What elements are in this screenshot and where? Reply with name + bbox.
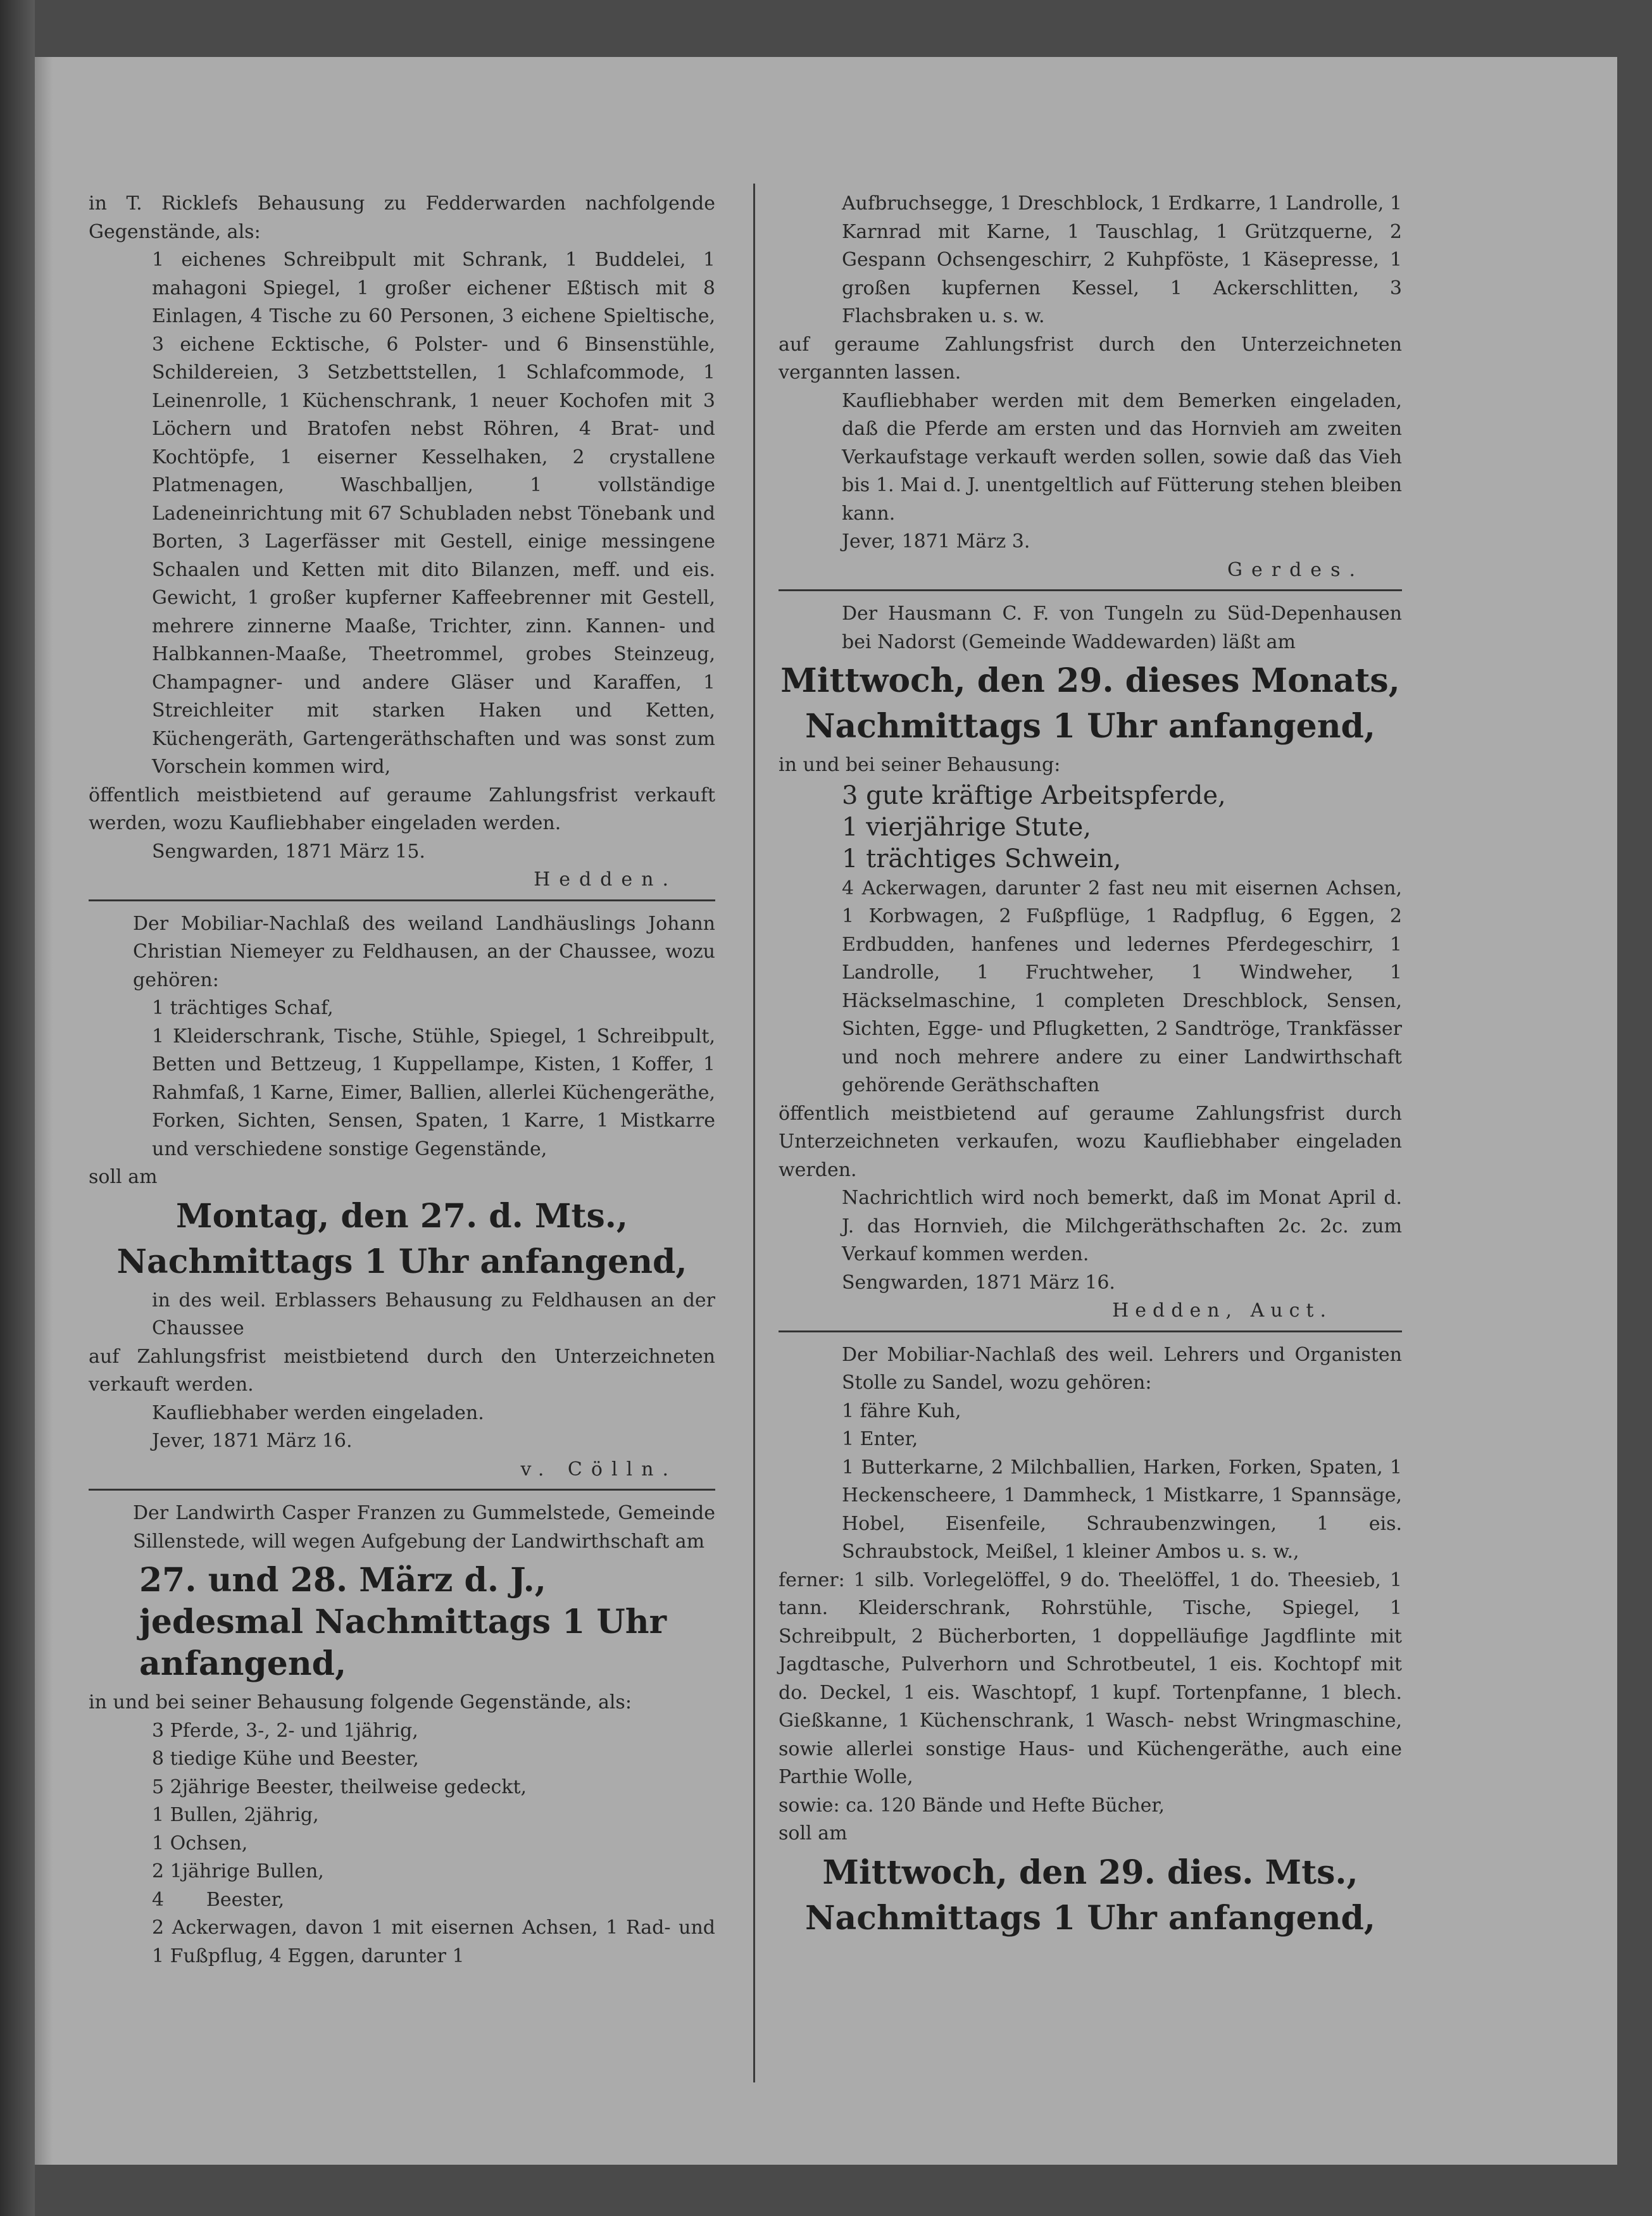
notice-headline-day: Mittwoch, den 29. dies. Mts., xyxy=(822,1853,1358,1892)
notice-intro: Der Mobiliar-Nachlaß des weil. Lehrers und Organisten Stolle zu Sandel, wozu gehören: xyxy=(842,1343,1402,1394)
notice-headline: 27. und 28. März d. J., jedesmal Nachmittags 1 Uhr anfangend, xyxy=(139,1561,666,1683)
notice-separator xyxy=(89,1489,715,1491)
notice-place: in und bei seiner Behausung: xyxy=(779,754,1061,776)
notice-animal: 1 vierjährige Stute, xyxy=(842,812,1091,842)
notice-separator xyxy=(779,589,1402,591)
notice-place: in und bei seiner Behausung folgende Gegenstände, als: xyxy=(89,1691,632,1713)
notice-items: Aufbruchsegge, 1 Dreschblock, 1 Erdkarre, 1 Landrolle, 1 Karnrad mit Karne, 1 Tauschlag, 1 Grützquerne, 2 Gespann Ochsengeschirr, 2 Kuhpföste, 1 Käsepresse, 1 großen kupfernen Kessel, 1 Ackerschlitten, 3 Flachsbraken u. s. w. xyxy=(842,192,1402,327)
column-divider xyxy=(753,184,755,2082)
notice-intro: Der Mobiliar-Nachlaß des weiland Landhäuslings Johann Christian Niemeyer zu Feldhausen, an der Chaussee, wozu gehören: xyxy=(133,912,715,991)
notice-niemeyer xyxy=(89,910,715,1484)
notice-list-item: 1 fähre Kuh, xyxy=(842,1399,961,1422)
notice-list-item: 2 1jährige Bullen, xyxy=(152,1860,324,1882)
notice-items: 1 eichenes Schreibpult mit Schrank, 1 Buddelei, 1 mahagoni Spiegel, 1 großer eichener Eßtisch mit 8 Einlagen, 4 Tische zu 60 Personen, 3 eichene Spieltische, 3 eichene Ecktische, 6 Polster- und 6 Binsenstühle, Schildereien, 3 Setzbettstellen, 1 Schlafcommode, 1 Leinenrolle, 1 Küchenschrank, 1 neuer Kochofen mit 3 Löchern und Bratofen nebst Röhren, 4 Brat- und Kochtöpfe, 1 eiserner Kesselhaken, 2 crystallene Platmenagen, Waschballjen, 1 vollständige Ladeneinrichtung mit 67 Schubladen nebst Tönebank und Borten, 3 Lagerfässer mit Gestell, einige messingene Schaalen und Ketten mit dito Bilanzen, meff. und eis. Gewicht, 1 großer kupferner Kaffeebrenner mit Gestell, mehrere zinnerne Maaße, Trichter, zinn. Kannen- und Halbkannen-Maaße, Theetrommel, grobes Steinzeug, Champagner- und andere Gläser und Karaffen, 1 Streichleiter mit starken Haken und Ketten, Küchengeräth, Gartengeräthschaften und was sonst zum Vorschein kommen wird, xyxy=(152,249,715,778)
notice-soll-am: soll am xyxy=(779,1822,848,1844)
notice-intro: in T. Ricklefs Behausung zu Fedderwarden nachfolgende Gegenstände, als: xyxy=(89,192,715,243)
notice-tail: 2 Ackerwagen, davon 1 mit eisernen Achsen, 1 Rad- und 1 Fußpflug, 4 Eggen, darunter 1 xyxy=(152,1917,715,1967)
notice-headline-time: Nachmittags 1 Uhr anfangend, xyxy=(805,707,1375,746)
notice-franzen xyxy=(89,1499,715,1970)
left-column xyxy=(89,190,715,1970)
notice-soll-am: soll am xyxy=(89,1166,158,1188)
notice-closing: öffentlich meistbietend auf geraume Zahlungsfrist durch Unterzeichneten verkaufen, wozu Kaufliebhaber eingeladen werden. xyxy=(779,1102,1402,1181)
notice-list-item: 8 tiedige Kühe und Beester, xyxy=(152,1748,419,1770)
notice-invite: Kaufliebhaber werden eingeladen. xyxy=(152,1401,484,1424)
notice-headline-day: Mittwoch, den 29. dieses Monats, xyxy=(780,661,1400,700)
notice-intro: Der Landwirth Casper Franzen zu Gummelstede, Gemeinde Sillenstede, will wegen Aufgebung der Landwirthschaft am xyxy=(133,1502,715,1553)
notice-date: Sengwarden, 1871 März 15. xyxy=(152,840,425,863)
notice-items: 1 Butterkarne, 2 Milchballien, Harken, Forken, Spaten, 1 Heckenscheere, 1 Dammheck, 1 Mistkarre, 1 Spannsäge, Hobel, Eisenfeile, Schraubenzwingen, 1 eis. Schraubstock, Meißel, 1 kleiner Ambos u. s. w., xyxy=(842,1456,1402,1563)
notice-list-item: 3 Pferde, 3-, 2- und 1jährig, xyxy=(152,1719,418,1742)
notice-signature: Hedden, Auct. xyxy=(1112,1299,1332,1322)
notice-closing: auf Zahlungsfrist meistbietend durch den Unterzeichneten verkauft werden. xyxy=(89,1345,715,1396)
notice-ferner: ferner: 1 silb. Vorlegelöffel, 9 do. Theelöffel, 1 do. Theesieb, 1 tann. Kleiderschrank, Rohrstühle, Tische, Spiegel, 1 Schreibpult, 2 Bücherborten, 1 doppelläufige Jagdflinte mit Jagdtasche, Pulverhorn und Schrotbeutel, 1 eis. Kochtopf mit do. Deckel, 1 eis. Waschtopf, 1 kupf. Tortenpfanne, 1 blech. Gießkanne, 1 Küchenschrank, 1 Wasch- nebst Wringmaschine, sowie allerlei sonstige Haus- und Küchengeräthe, auch eine Parthie Wolle, xyxy=(779,1568,1402,1788)
notice-place: in des weil. Erblassers Behausung zu Feldhausen an der Chaussee xyxy=(152,1289,715,1339)
notice-items: 1 Kleiderschrank, Tische, Stühle, Spiegel, 1 Schreibpult, Betten und Bettzeug, 1 Kuppellampe, Kisten, 1 Koffer, 1 Rahmfaß, 1 Karne, Eimer, Ballien, allerlei Küchengeräthe, Forken, Sichten, Sensen, Spaten, 1 Karre, 1 Mistkarre und verschiedene sonstige Gegenstände, xyxy=(152,1025,715,1160)
notice-headline-time: Nachmittags 1 Uhr anfangend, xyxy=(116,1242,687,1281)
notice-sowie: sowie: ca. 120 Bände und Hefte Bücher, xyxy=(779,1794,1165,1817)
notice-signature: Hedden. xyxy=(534,868,677,891)
notice-animal: 3 gute kräftige Arbeitspferde, xyxy=(842,780,1226,810)
notice-closing: auf geraume Zahlungsfrist durch den Unterzeichneten vergannten lassen. xyxy=(779,333,1402,384)
notice-franzen-continued xyxy=(779,190,1402,584)
notice-intro: Der Hausmann C. F. von Tungeln zu Süd-Depenhausen bei Nadorst (Gemeinde Waddewarden) läßt am xyxy=(842,603,1402,653)
notice-list-item: 1 Enter, xyxy=(842,1428,918,1450)
notice-date: Jever, 1871 März 16. xyxy=(152,1430,353,1452)
notice-items: 4 Ackerwagen, darunter 2 fast neu mit eisernen Achsen, 1 Korbwagen, 2 Fußpflüge, 1 Radpflug, 6 Eggen, 2 Erdbudden, hanfenes und ledernes Pferdegeschirr, 1 Landrolle, 1 Fruchtweher, 1 Windweher, 1 Häckselmaschine, 1 completen Dreschblock, Sensen, Sichten, Egge- und Pflugketten, 2 Sandtröge, Trankfässer und noch mehrere andere zu einer Landwirthschaft gehörende Geräthschaften xyxy=(842,877,1402,1096)
notice-separator xyxy=(89,899,715,901)
notice-stolle xyxy=(779,1341,1402,1939)
right-column xyxy=(779,190,1402,1943)
notice-list-item: 5 2jährige Beester, theilweise gedeckt, xyxy=(152,1775,527,1798)
notice-date: Sengwarden, 1871 März 16. xyxy=(842,1271,1115,1294)
notice-separator xyxy=(779,1330,1402,1332)
notice-closing: öffentlich meistbietend auf geraume Zahlungsfrist verkauft werden, wozu Kaufliebhaber eingeladen werden. xyxy=(89,784,715,834)
book-gutter xyxy=(0,0,35,2216)
notice-note: Kaufliebhaber werden mit dem Bemerken eingeladen, daß die Pferde am ersten und das Hornvieh am zweiten Verkaufstage verkauft werden sollen, sowie daß das Vieh bis 1. Mai d. J. unentgeltlich auf Fütterung stehen bleiben kann. xyxy=(842,389,1402,525)
notice-list-item: 1 Ochsen, xyxy=(152,1832,248,1855)
notice-note: Nachrichtlich wird noch bemerkt, daß im Monat April d. J. das Hornvieh, die Milchgeräthschaften 2c. 2c. zum Verkauf kommen werden. xyxy=(842,1187,1402,1265)
binding-edge xyxy=(35,57,53,2165)
notice-headline-time: Nachmittags 1 Uhr anfangend, xyxy=(805,1898,1375,1937)
notice-list-item: 1 Bullen, 2jährig, xyxy=(152,1804,319,1826)
notice-signature: Gerdes. xyxy=(1227,558,1364,581)
notice-headline-day: Montag, den 27. d. Mts., xyxy=(176,1196,628,1236)
notice-date: Jever, 1871 März 3. xyxy=(842,530,1030,553)
notice-animal: 1 trächtiges Schwein, xyxy=(842,844,1122,873)
notice-list-item: 4 Beester, xyxy=(152,1888,285,1911)
notice-ricklefs xyxy=(89,190,715,894)
notice-item: 1 trächtiges Schaf, xyxy=(152,997,334,1019)
notice-tungeln xyxy=(779,600,1402,1325)
notice-signature: v. Cölln. xyxy=(520,1458,677,1480)
